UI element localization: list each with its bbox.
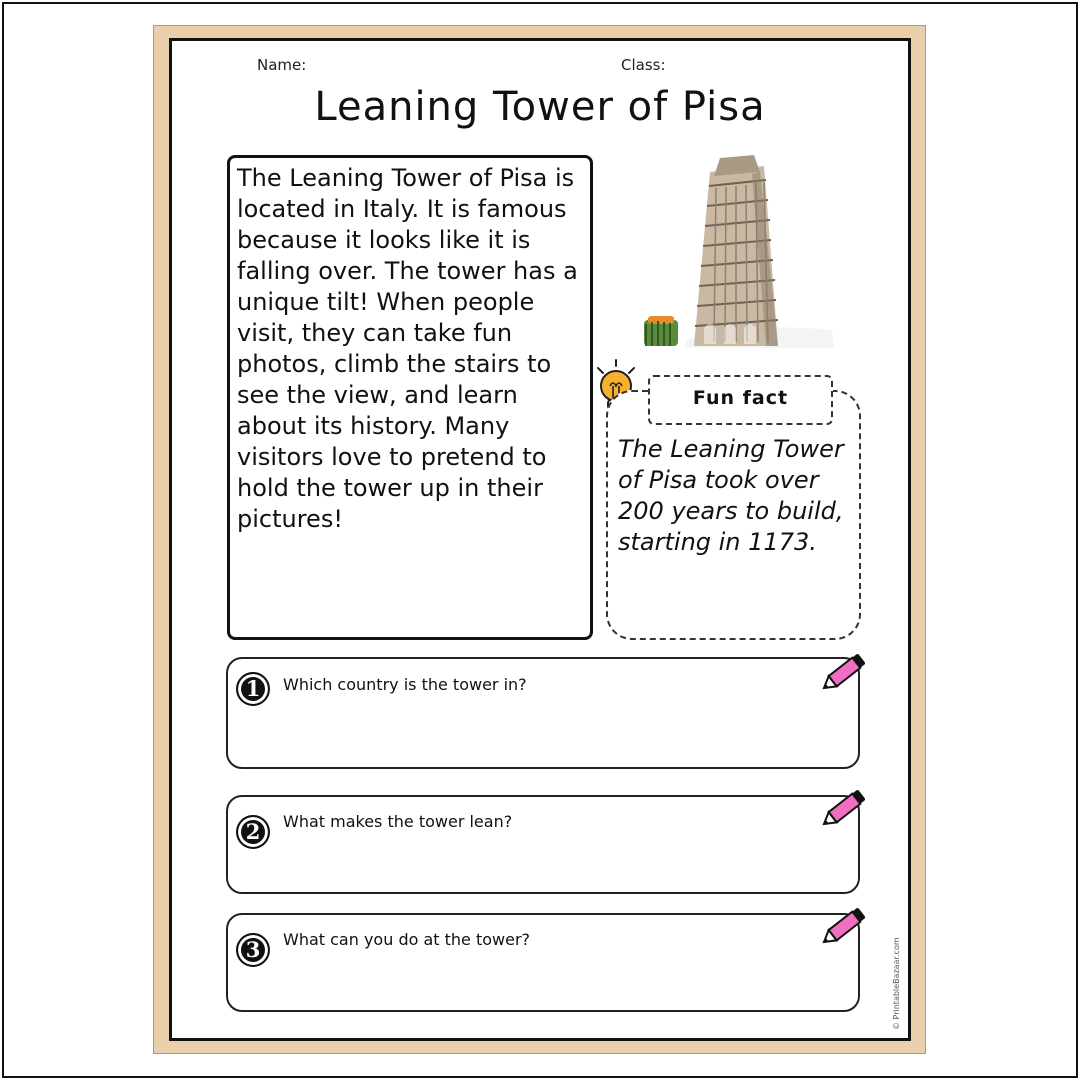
leaning-tower-of-pisa-photo (642, 152, 837, 352)
question-2-number-badge: 2 (236, 815, 270, 849)
reading-passage-text: The Leaning Tower of Pisa is located in Italy. It is famous because it looks like it is falling over. The tower has a unique tilt! When people visit, they can take fun photos, climb the stairs to see the view, and learn about its history. Many visitors love to pretend to hold the tower up in their pictures! (237, 164, 578, 533)
pencil-icon (818, 786, 870, 832)
name-label: Name: (257, 56, 307, 74)
question-3-number-badge: 3 (236, 933, 270, 967)
pencil-icon (818, 650, 870, 696)
question-2-answer-box[interactable] (226, 795, 860, 894)
page-title: Leaning Tower of Pisa (314, 84, 766, 130)
pencil-icon (818, 904, 870, 950)
question-2-text: What makes the tower lean? (283, 812, 513, 831)
fun-fact-title: Fun fact (692, 387, 789, 409)
question-3-answer-box[interactable] (226, 913, 860, 1012)
question-1-text: Which country is the tower in? (283, 675, 527, 694)
question-1-answer-box[interactable] (226, 657, 860, 769)
class-label: Class: (621, 56, 666, 74)
question-3-text: What can you do at the tower? (283, 930, 531, 949)
question-1-number-badge: 1 (236, 672, 270, 706)
fun-fact-text: The Leaning Tower of Pisa took over 200 years to build, starting in 1173. (618, 435, 844, 556)
copyright-text: © PrintableBazaar.com (892, 937, 901, 1030)
